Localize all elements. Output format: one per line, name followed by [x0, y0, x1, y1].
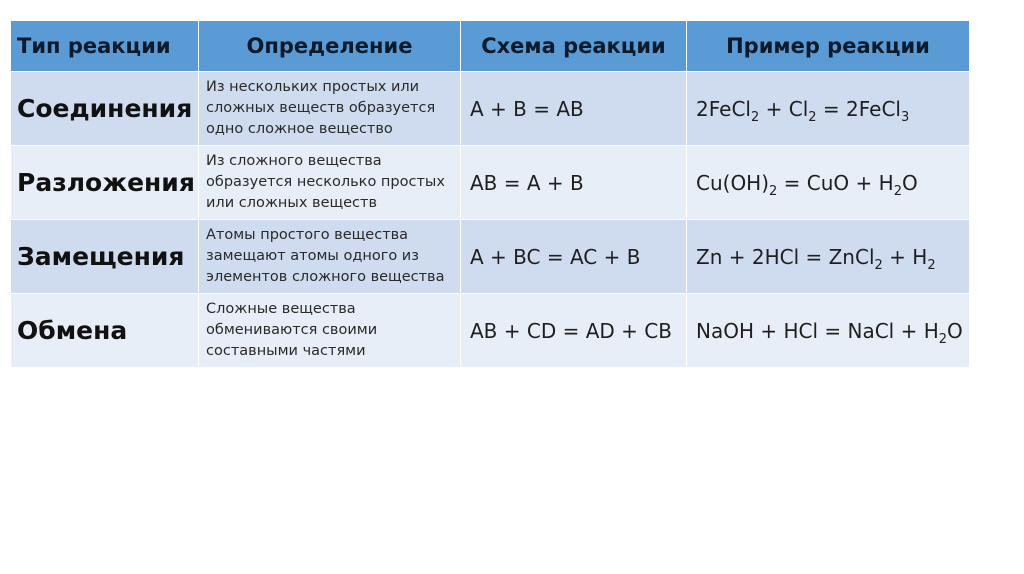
- header-scheme: Схема реакции: [461, 21, 687, 71]
- scheme-cell: AB = A + B: [461, 145, 687, 219]
- reaction-type-cell: Разложения: [11, 145, 199, 219]
- subscript: 2: [874, 257, 883, 273]
- reaction-types-table: [11, 21, 969, 367]
- table-row: [11, 145, 969, 219]
- reaction-type-cell: Замещения: [11, 219, 199, 293]
- scheme-cell: A + BC = AC + B: [461, 219, 687, 293]
- subscript: 3: [900, 109, 910, 125]
- definition-cell: Атомы простого вещества замещают атомы одного из элементов сложного вещества: [199, 219, 461, 293]
- header-definition: Определение: [199, 21, 461, 71]
- table-body: [11, 71, 969, 367]
- header-reaction-type: Тип реакции: [11, 21, 199, 71]
- scheme-cell: AB + CD = AD + CB: [461, 293, 687, 367]
- reaction-type-cell: Соединения: [11, 71, 199, 145]
- subscript: 2: [769, 183, 778, 199]
- subscript: 2: [893, 183, 902, 199]
- table-row: [11, 71, 969, 145]
- subscript: 2: [938, 331, 948, 347]
- definition-cell: Из нескольких простых или сложных веществ образуется одно сложное вещество: [199, 71, 461, 145]
- reactions-table-container: [11, 21, 969, 367]
- header-example: Пример реакции: [687, 21, 969, 71]
- definition-cell: Сложные вещества обмениваются своими составными частями: [199, 293, 461, 367]
- table-row: [11, 219, 969, 293]
- subscript: 2: [808, 109, 817, 125]
- example-cell: NaOH + HCl = NaCl + $H_2O$: [687, 293, 969, 367]
- reaction-type-cell: Обмена: [11, 293, 199, 367]
- subscript: 2: [927, 257, 936, 273]
- example-cell: 2FeCl$_2$ + $Cl_2$ = 2FeCl$_3$: [687, 71, 969, 145]
- definition-cell: Из сложного вещества образуется несколько простых или сложных веществ: [199, 145, 461, 219]
- scheme-cell: A + B = AB: [461, 71, 687, 145]
- table-header: [11, 21, 969, 71]
- example-cell: $Cu(OH)_2$ = CuO + $H_2O$: [687, 145, 969, 219]
- example-cell: Zn + 2HCl = ZnCl$_2$ + $H_2$: [687, 219, 969, 293]
- table-row: [11, 293, 969, 367]
- subscript: 2: [750, 109, 760, 125]
- header-row: [11, 21, 969, 71]
